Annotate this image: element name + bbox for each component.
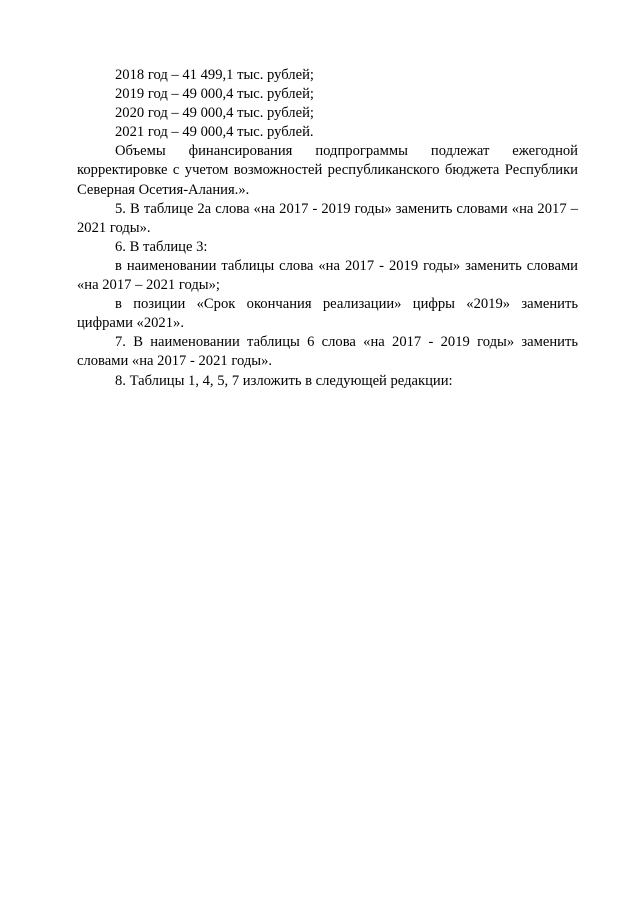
item-5-paragraph: 5. В таблице 2а слова «на 2017 - 2019 годы» заменить словами «на 2017 – 2021 годы». [77,200,578,236]
funding-2019-line: 2019 год – 49 000,4 тыс. рублей; [115,86,314,103]
funding-2020-line: 2020 год – 49 000,4 тыс. рублей; [115,105,314,122]
item-7-paragraph: 7. В наименовании таблицы 6 слова «на 2017 - 2019 годы» заменить словами «на 2017 - 2021 годы». [77,334,578,370]
funding-2021-line: 2021 год – 49 000,4 тыс. рублей. [115,124,314,141]
item-6-table-title-paragraph: в наименовании таблицы слова «на 2017 - 2019 годы» заменить словами «на 2017 – 2021 годы»; [77,257,578,294]
item-8-paragraph: 8. Таблицы 1, 4, 5, 7 изложить в следующей редакции: [115,372,453,389]
funding-adjustment-paragraph: Объемы финансирования подпрограммы подлежат ежегодной корректировке с учетом возможностей республиканского бюджета Республики Северная Осетия-Алания.». [77,143,578,198]
item-6-heading: 6. В таблице 3: [115,238,208,255]
funding-2018-line: 2018 год – 41 499,1 тыс. рублей; [115,67,314,83]
item-6-position-paragraph: в позиции «Срок окончания реализации» цифры «2019» заменить цифрами «2021». [77,296,578,332]
document-body [77,66,578,391]
